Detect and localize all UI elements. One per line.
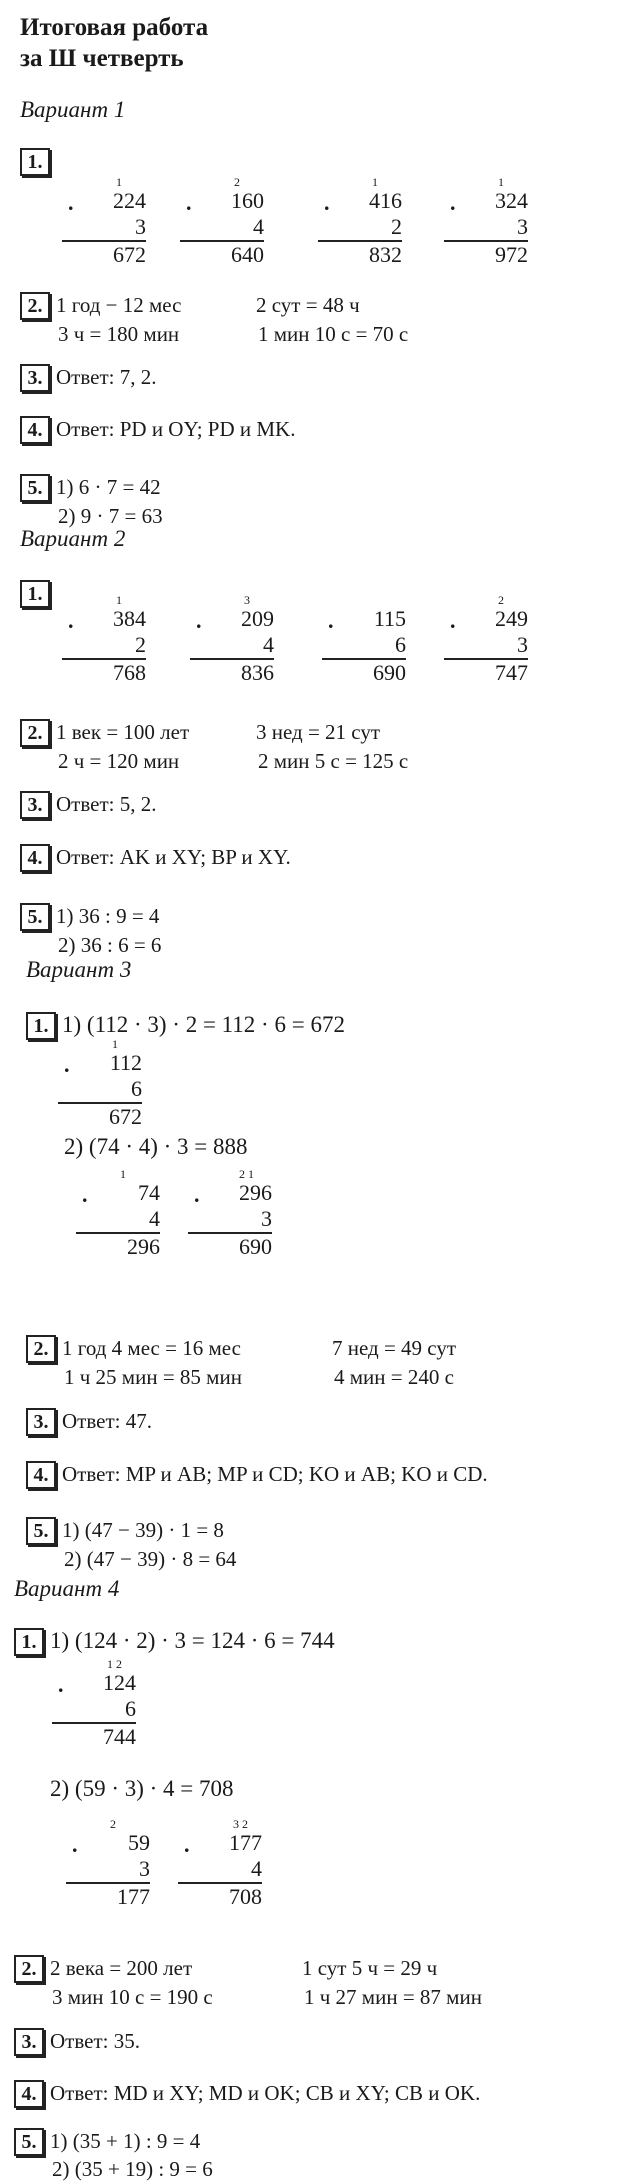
variant-4-heading: Вариант 4 [14,1576,120,1601]
v2-task1-number: 1. [20,580,56,608]
v1-calc-4: . 1 324 3 972 [444,176,528,268]
v1-task2: 2. 1 год − 12 мес 2 сут = 48 ч 3 ч = 180 мин 1 мин 10 с = 70 с [20,291,408,349]
v3-task2: 2. 1 год 4 мес = 16 мес 7 нед = 49 сут 1 ч 25 мин = 85 мин 4 мин = 240 с [26,1334,456,1392]
v4-calc-3: . 3 2 177 4 708 [178,1818,262,1910]
v2-task4: 4. Ответ: AK и XY; BP и XY. [20,844,291,872]
variant-1-heading: Вариант 1 [20,97,126,122]
v3-task5: 5. 1) (47 − 39) · 1 = 8 2) (47 − 39) · 8 = 64 [26,1516,236,1574]
v4-task4: 4. Ответ: MD и XY; MD и OK; CB и XY; CB и OK. [14,2080,480,2108]
v3-task1-expr1: 1. 1) (112 · 3) · 2 = 112 · 6 = 672 [26,1012,345,1040]
variant-3-heading: Вариант 3 [26,957,132,982]
v3-task3: 3. Ответ: 47. [26,1408,152,1436]
v1-task1-number: 1. [20,148,56,176]
page-title [20,12,208,74]
v1-calc-1: . 1 224 3 672 [62,176,146,268]
v3-task4: 4. Ответ: MP и AB; MP и CD; KO и AB; KO и CD. [26,1461,488,1489]
v1-calc-3: . 1 416 2 832 [318,176,402,268]
v3-calc-2: . 1 74 4 296 [76,1168,160,1260]
v2-calc-4: . 2 249 3 747 [444,594,528,686]
v1-task4: 4. Ответ: PD и OY; PD и МK. [20,416,295,444]
v3-calc-1: . 1 112 6 672 [58,1038,142,1130]
title-line-2: за Ш четверть [20,45,184,72]
v2-task3: 3. Ответ: 5, 2. [20,791,156,819]
v3-calc-3: . 2 1 296 3 690 [188,1168,272,1260]
v4-calc-2: . 2 59 3 177 [66,1818,150,1910]
v1-task3: 3. Ответ: 7, 2. [20,364,156,392]
v2-task5: 5. 1) 36 : 9 = 4 2) 36 : 6 = 6 [20,902,161,960]
v4-task2: 2. 2 века = 200 лет 1 сут 5 ч = 29 ч 3 мин 10 с = 190 с 1 ч 27 мин = 87 мин [14,1954,482,2012]
v1-task5: 5. 1) 6 · 7 = 42 2) 9 · 7 = 63 [20,473,163,531]
v4-task1-expr1: 1. 1) (124 · 2) · 3 = 124 · 6 = 744 [14,1628,335,1656]
v4-calc-1: . 1 2 124 6 744 [52,1658,136,1750]
v1-calc-2: . 2 160 4 640 [180,176,264,268]
title-line-1: Итоговая работа [20,14,209,41]
v4-task5: 5. 1) (35 + 1) : 9 = 4 2) (35 + 19) : 9 = 6 [14,2128,213,2182]
v4-task3: 3. Ответ: 35. [14,2028,140,2056]
v2-calc-1: . 1 384 2 768 [62,594,146,686]
v4-task1-expr2: 2) (59 · 3) · 4 = 708 [50,1776,234,1801]
v2-calc-2: . 3 209 4 836 [190,594,274,686]
v3-task1-expr2: 2) (74 · 4) · 3 = 888 [64,1134,248,1159]
v2-task2: 2. 1 век = 100 лет 3 нед = 21 сут 2 ч = 120 мин 2 мин 5 с = 125 с [20,718,408,776]
variant-2-heading: Вариант 2 [20,526,126,551]
v2-calc-3: . 115 6 690 [322,594,406,686]
